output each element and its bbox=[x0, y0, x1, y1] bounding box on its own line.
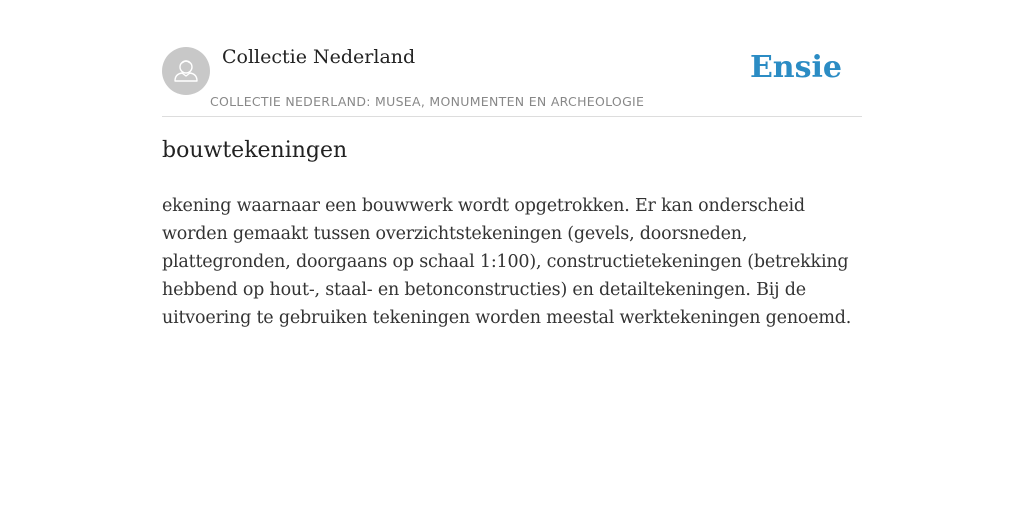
header bbox=[162, 40, 862, 117]
brand-logo[interactable]: Ensie bbox=[749, 50, 842, 85]
user-silhouette-icon bbox=[162, 47, 210, 95]
article-title: bouwtekeningen bbox=[162, 138, 348, 163]
article-body: ekening waarnaar een bouwwerk wordt opgetrokken. Er kan onderscheid worden gemaakt tussen overzichtstekeningen (gevels, doorsneden, plattegronden, doorgaans op schaal 1:100), constructietekeningen (betrekking hebbend op hout-, staal- en betonconstructies) en detailtekeningen. Bij de uitvoering te gebruiken tekeningen worden meestal werktekeningen genoemd. bbox=[162, 196, 852, 328]
avatar[interactable] bbox=[162, 47, 210, 95]
category-label[interactable]: COLLECTIE NEDERLAND: MUSEA, MONUMENTEN EN ARCHEOLOGIE bbox=[210, 94, 645, 109]
author-name[interactable]: Collectie Nederland bbox=[222, 46, 416, 68]
